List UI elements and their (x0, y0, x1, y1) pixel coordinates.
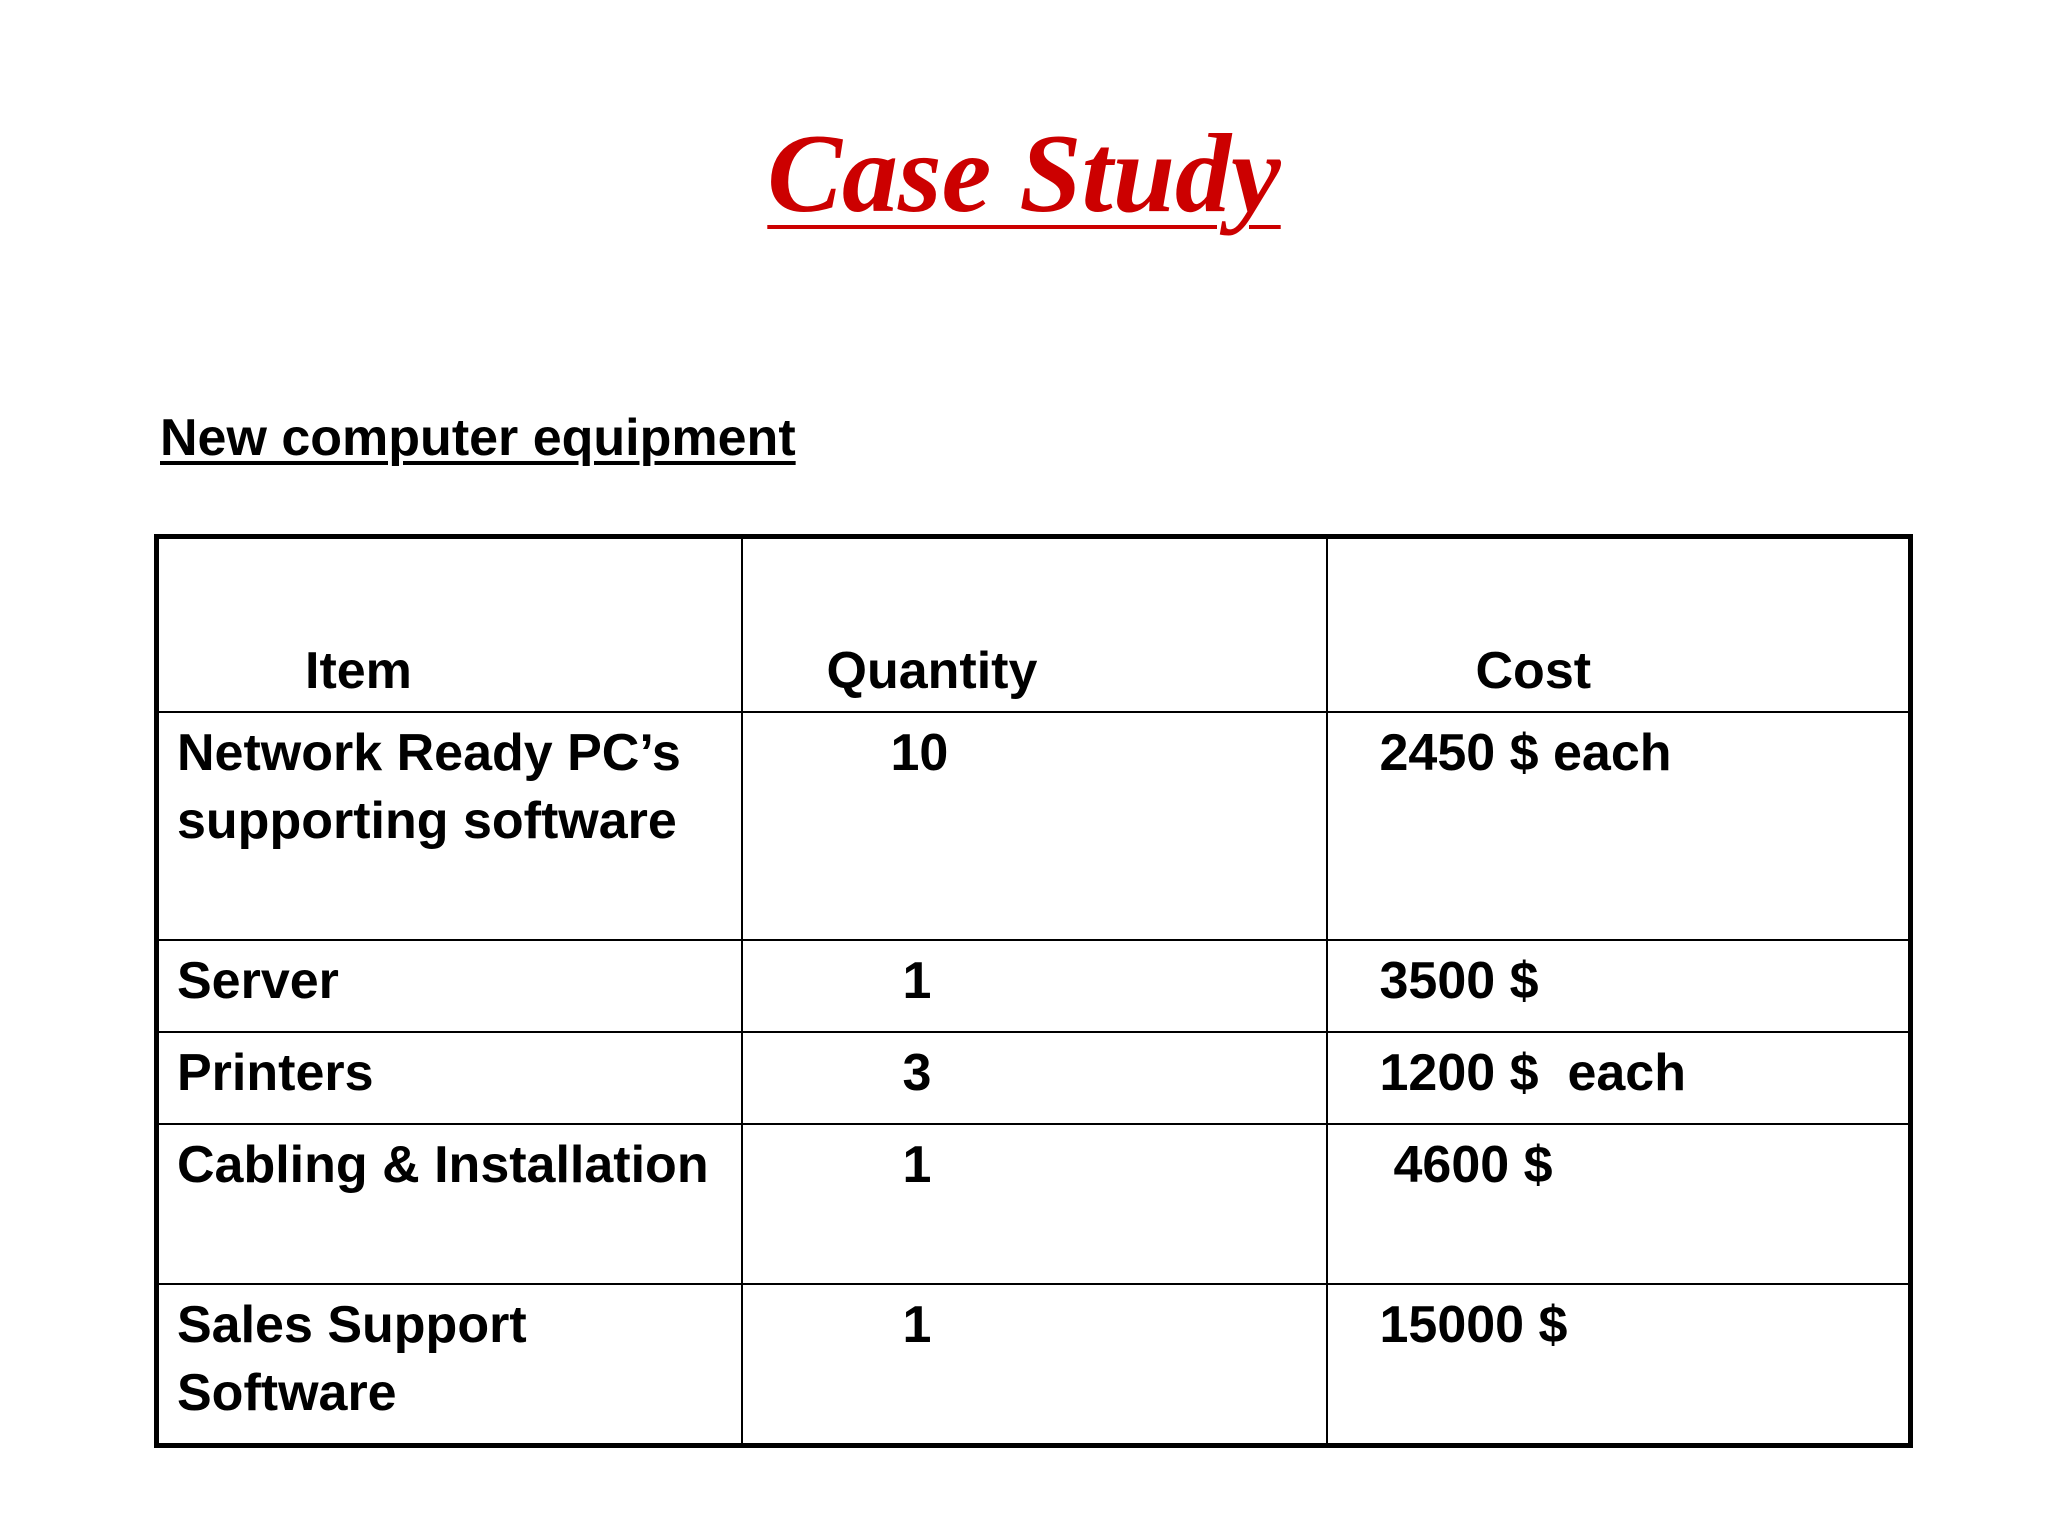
cell-item: Sales Support Software (157, 1284, 742, 1446)
header-item: Item (157, 537, 742, 713)
cell-item: Network Ready PC’s supporting software (157, 712, 742, 940)
table-row (157, 712, 1911, 940)
cell-quantity: 10 (742, 712, 1327, 940)
cell-item: Printers (157, 1032, 742, 1124)
cell-cost: 4600 $ (1327, 1124, 1911, 1284)
table-row (157, 940, 1911, 1032)
equipment-table (154, 534, 1913, 1448)
cell-quantity: 1 (742, 1124, 1327, 1284)
cell-cost: 2450 $ each (1327, 712, 1911, 940)
slide-title (0, 112, 2048, 236)
cell-item: Server (157, 940, 742, 1032)
table-row (157, 1124, 1911, 1284)
cell-item: Cabling & Installation (157, 1124, 742, 1284)
table-row (157, 1032, 1911, 1124)
cell-quantity: 3 (742, 1032, 1327, 1124)
table-header-row (157, 537, 1911, 713)
header-quantity: Quantity (742, 537, 1327, 713)
slide-title-text: Case Study (767, 112, 1281, 236)
section-subtitle: New computer equipment (160, 409, 796, 467)
cell-cost: 3500 $ (1327, 940, 1911, 1032)
cell-quantity: 1 (742, 1284, 1327, 1446)
table-row (157, 1284, 1911, 1446)
cell-cost: 15000 $ (1327, 1284, 1911, 1446)
cell-quantity: 1 (742, 940, 1327, 1032)
cell-cost: 1200 $ each (1327, 1032, 1911, 1124)
header-cost: Cost (1327, 537, 1911, 713)
